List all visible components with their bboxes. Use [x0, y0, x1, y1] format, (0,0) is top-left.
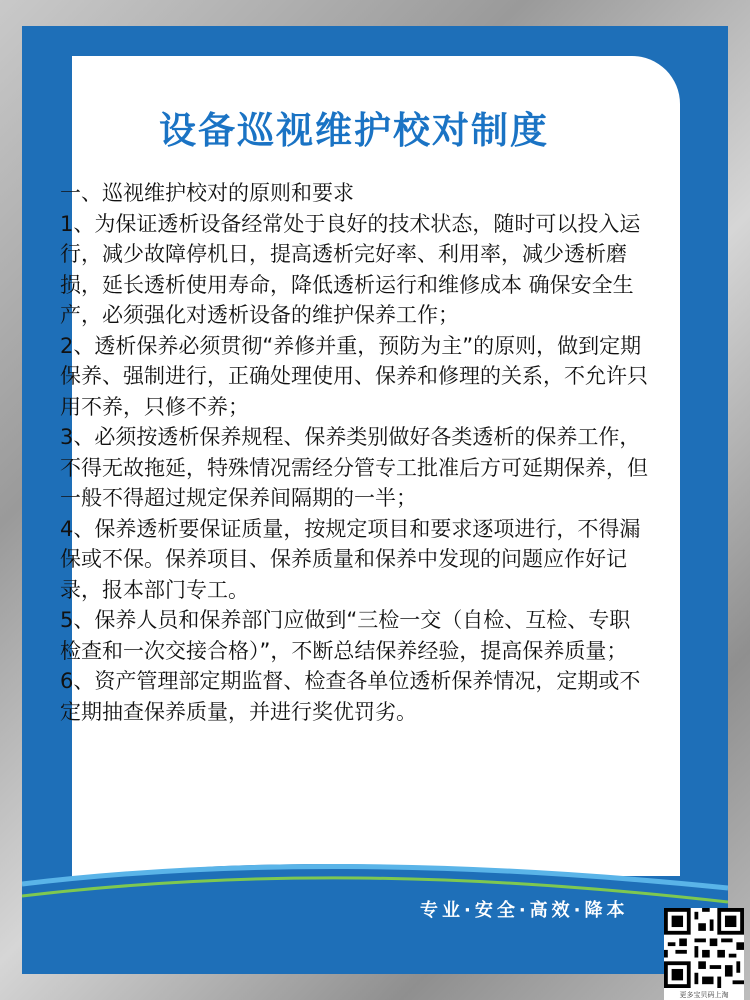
- panel-corner-notch: [452, 26, 632, 56]
- slogan: 专业·安全·高效·降本: [420, 900, 629, 921]
- page-title: 设备巡视维护校对制度: [159, 109, 549, 152]
- qr-caption: 更多宝贝码上淘: [679, 991, 729, 999]
- rule-item-2: 2、透析保养必须贯彻“养修并重，预防为主”的原则，做到定期保养、强制进行，正确处理使用、保养和修理的关系，不允许只用不养，只修不养；: [60, 333, 648, 419]
- qr-code-badge[interactable]: [664, 908, 744, 1000]
- regulation-text: [60, 178, 650, 727]
- rule-item-5: 5、保养人员和保养部门应做到“三检一交（自检、互检、专职检查和一次交接合格）”，不断总结保养经验，提高保养质量；: [60, 608, 631, 663]
- rule-item-6: 6、资产管理部定期监督、检查各单位透析保养情况，定期或不定期抽查保养质量，并进行奖优罚劣。: [60, 669, 641, 724]
- section-heading: 一、巡视维护校对的原则和要求: [60, 181, 354, 205]
- rule-item-3: 3、必须按透析保养规程、保养类别做好各类透析的保养工作，不得无故拖延，特殊情况需经分管专工批准后方可延期保养，但一般不得超过规定保养间隔期的一半；: [60, 425, 648, 510]
- rule-item-1: 1、为保证透析设备经常处于良好的技术状态，随时可以投入运行，减少故障停机日，提高透析完好率、利用率，减少透析磨损，延长透析使用寿命，降低透析运行和维修成本 确保安全生产，必须强化对透析设备的维护保养工作；: [60, 211, 641, 327]
- qr-code-icon: [664, 908, 744, 988]
- rule-item-4: 4、保养透析要保证质量，按规定项目和要求逐项进行，不得漏保或不保。保养项目、保养质量和保养中发现的问题应作好记录，报本部门专工。: [60, 516, 641, 602]
